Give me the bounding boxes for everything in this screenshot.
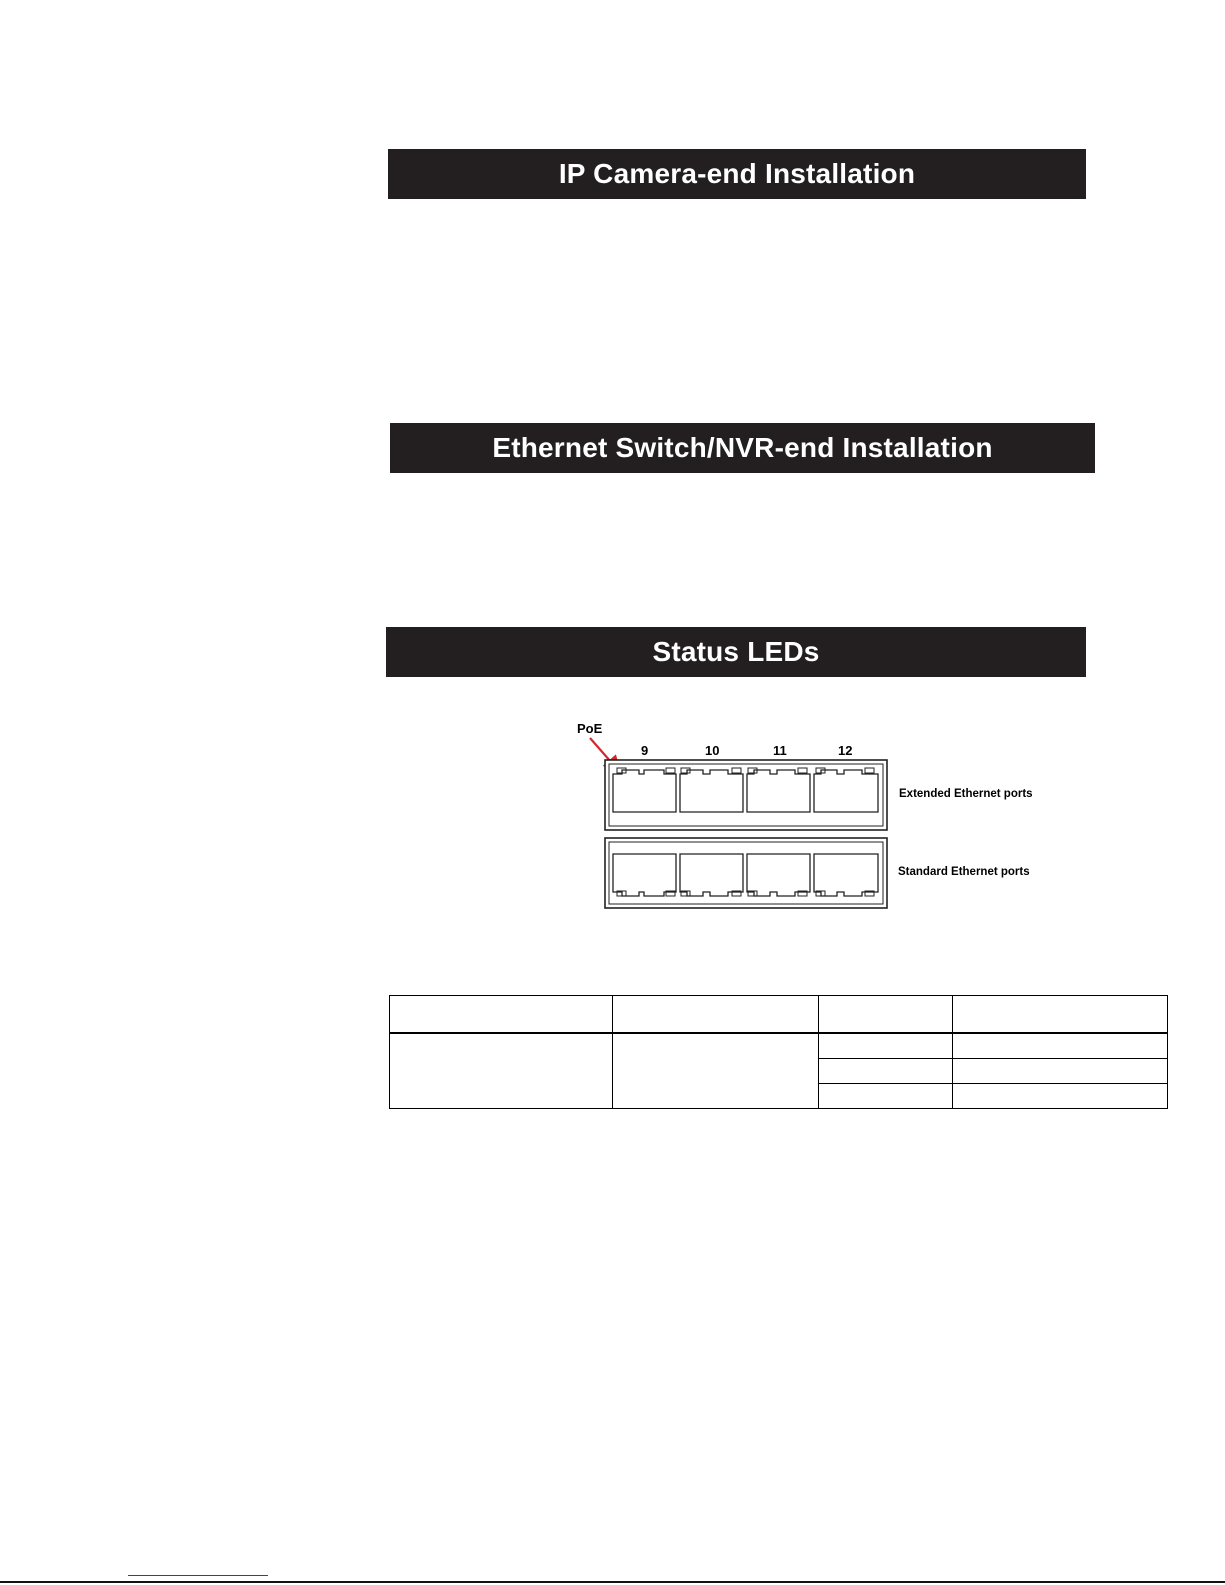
table-header-cell — [819, 996, 953, 1034]
table-cell — [953, 1059, 1168, 1084]
led-status-table — [389, 995, 1168, 1109]
section-banner-ip-camera: IP Camera-end Installation — [388, 149, 1086, 199]
standard-ports-label: Standard Ethernet ports — [898, 866, 1030, 878]
poe-label: PoE — [577, 721, 603, 736]
port-number-12: 12 — [838, 743, 853, 758]
table-header-cell — [613, 996, 819, 1034]
port-number-10: 10 — [705, 743, 720, 758]
table-header-row — [390, 996, 1168, 1034]
port-number-11: 11 — [773, 743, 787, 758]
port-number-9: 9 — [641, 743, 649, 758]
table-cell — [953, 1084, 1168, 1109]
table-row — [390, 1033, 1168, 1059]
table-header-cell — [390, 996, 613, 1034]
section-banner-status-leds: Status LEDs — [386, 627, 1086, 677]
table-cell — [819, 1084, 953, 1109]
standard-port-bank — [605, 838, 887, 908]
extended-ports-label: Extended Ethernet ports — [899, 788, 1033, 800]
table-cell — [819, 1059, 953, 1084]
table-cell — [390, 1033, 613, 1109]
page-bottom-rule — [0, 1581, 1225, 1583]
extended-port-bank — [605, 760, 887, 830]
section-banner-ethernet-switch: Ethernet Switch/NVR-end Installation — [390, 423, 1095, 473]
table-cell — [819, 1033, 953, 1059]
table-cell — [953, 1033, 1168, 1059]
ethernet-port-diagram — [560, 712, 1060, 942]
footnote-link-underline[interactable] — [128, 1575, 268, 1576]
table-cell — [613, 1033, 819, 1109]
table-header-cell — [953, 996, 1168, 1034]
